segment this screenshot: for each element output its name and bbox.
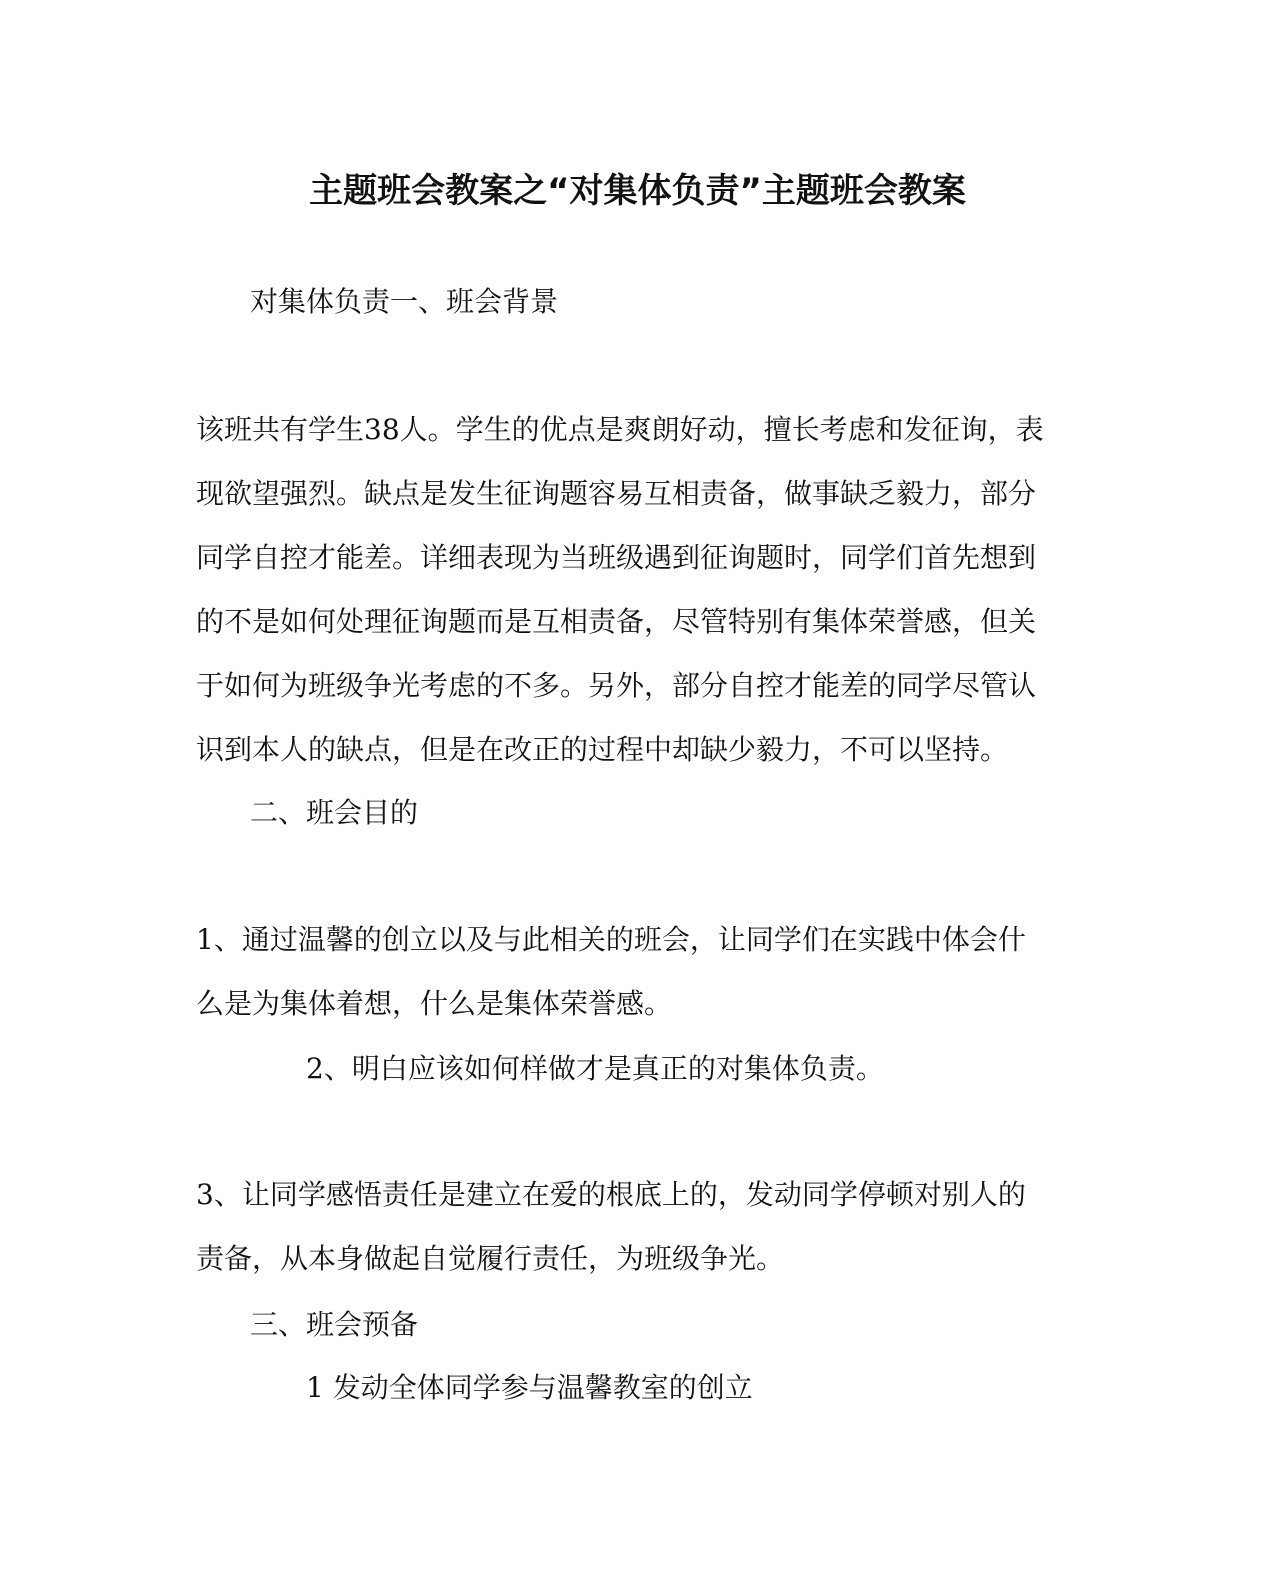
section-heading-preparation: 三、班会预备 — [250, 1308, 419, 1341]
goal-1-paragraph — [196, 908, 1076, 1036]
paragraph-line: 责备，从本身做起自觉履行责任，为班级争光。 — [196, 1242, 785, 1275]
paragraph-line: 于如何为班级争光考虑的不多。另外，部分自控才能差的同学尽管认 — [196, 669, 1037, 702]
paragraph-line: 同学自控才能差。详细表现为当班级遇到征询题时，同学们首先想到 — [196, 541, 1037, 574]
paragraph-line: 么是为集体着想，什么是集体荣誉感。 — [196, 987, 673, 1020]
paragraph-line: 的不是如何处理征询题而是互相责备，尽管特别有集体荣誉感，但关 — [196, 605, 1037, 638]
preparation-item-1: 1 发动全体同学参与温馨教室的创立 — [306, 1371, 753, 1404]
section-heading-goals: 二、班会目的 — [250, 796, 419, 829]
paragraph-line: 识到本人的缺点，但是在改正的过程中却缺少毅力，不可以坚持。 — [196, 733, 1009, 766]
background-paragraph — [196, 398, 1076, 782]
paragraph-line: 该班共有学生38人。学生的优点是爽朗好动，擅长考虑和发征询，表 — [196, 413, 1044, 446]
paragraph-line: 3、让同学感悟责任是建立在爱的根底上的，发动同学停顿对别人的 — [196, 1178, 1026, 1211]
paragraph-line: 现欲望强烈。缺点是发生征询题容易互相责备，做事缺乏毅力，部分 — [196, 477, 1037, 510]
document-title: 主题班会教案之“对集体负责”主题班会教案 — [309, 171, 966, 211]
goal-3-paragraph — [196, 1163, 1076, 1291]
goal-2-line: 2、明白应该如何样做才是真正的对集体负责。 — [306, 1052, 884, 1085]
section-heading-background: 对集体负责一、班会背景 — [250, 285, 559, 318]
paragraph-line: 1、通过温馨的创立以及与此相关的班会，让同学们在实践中体会什 — [196, 923, 1026, 956]
